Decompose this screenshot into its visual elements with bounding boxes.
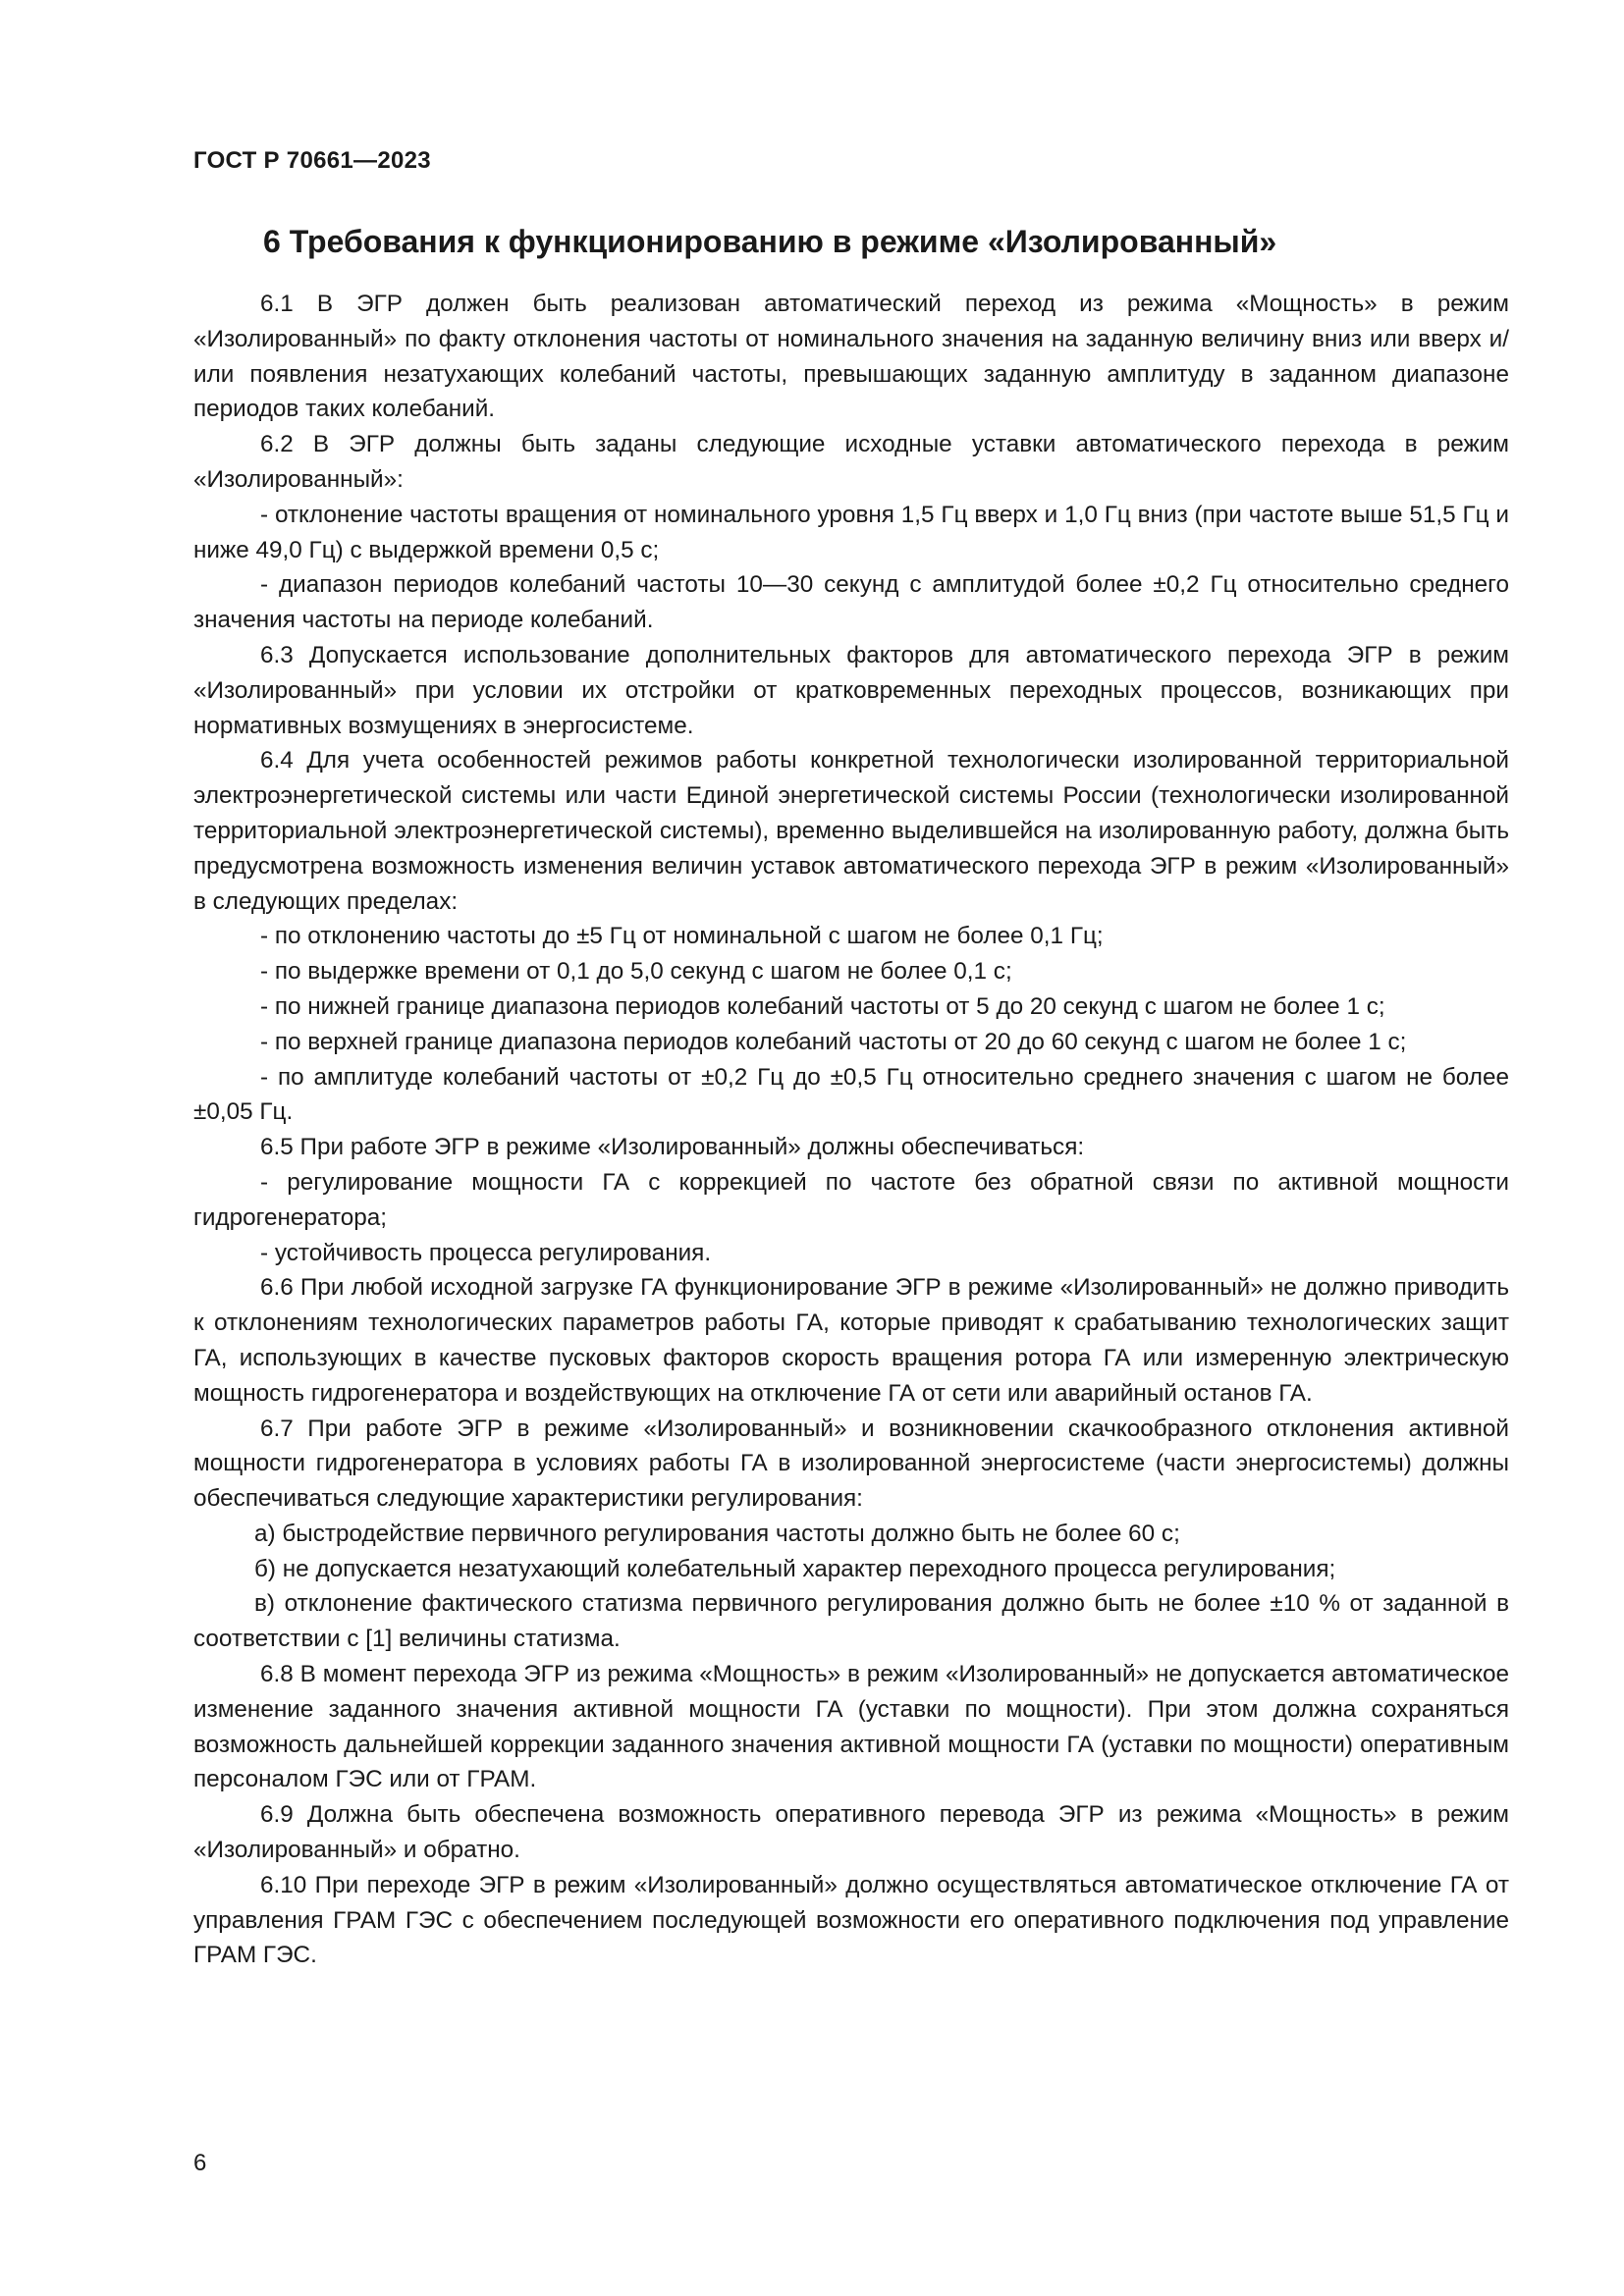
paragraph-6-9: 6.9 Должна быть обеспечена возможность оперативного перевода ЭГР из режима «Мощность» в режим «Изолированный» и обратно. — [193, 1801, 1509, 1864]
page-number: 6 — [193, 2150, 207, 2176]
paragraph-6-8: 6.8 В момент перехода ЭГР из режима «Мощность» в режим «Изолированный» не допускается автоматическое изменение заданного значения активной мощности ГА (уставки по мощности). При этом должна сохраняться возможность дальнейшей коррекции заданного значения активной мощности ГА (уставки по мощности) оперативным персоналом ГЭС или от ГРАМ. — [193, 1661, 1509, 1793]
list-item: б) не допускается незатухающий колебательный характер переходного процесса регулирования; — [254, 1555, 1336, 1582]
paragraph-6-1: 6.1 В ЭГР должен быть реализован автоматический переход из режима «Мощность» в режим «Изолированный» по факту отклонения частоты от номинального значения на заданную величину вниз или вверх и/или появления незатухающих колебаний частоты, превышающих заданную амплитуду в заданном диапазоне периодов таких колебаний. — [193, 291, 1509, 423]
section-heading: 6 Требования к функционированию в режиме «Изолированный» — [263, 224, 1277, 259]
paragraph-6-3: 6.3 Допускается использование дополнительных факторов для автоматического перехода ЭГР в режим «Изолированный» при условии их отстройки от кратковременных переходных процессов, возникающих при нормативных возмущениях в энергосистеме. — [193, 641, 1509, 739]
section-body — [193, 287, 1509, 1973]
paragraph-6-2: 6.2 В ЭГР должны быть заданы следующие исходные уставки автоматического перехода в режим «Изолированный»: — [193, 431, 1509, 493]
document-code: ГОСТ Р 70661—2023 — [193, 147, 431, 174]
list-item: в) отклонение фактического статизма первичного регулирования должно быть не более ±10 % от заданной в соответствии с [1] величины статизма. — [193, 1590, 1509, 1653]
paragraph-6-7: 6.7 При работе ЭГР в режиме «Изолированный» и возникновении скачкообразного отклонения активной мощности гидрогенератора в условиях работы ГА в изолированной энергосистеме (части энергосистемы) должны обеспечиваться следующие характеристики регулирования: — [193, 1415, 1509, 1513]
paragraph-6-4: 6.4 Для учета особенностей режимов работы конкретной технологически изолированной территориальной электроэнергетической системы или части Единой энергетической системы России (технологически изолированной территориальной электроэнергетической системы), временно выделившейся на изолированную работу, должна быть предусмотрена возможность изменения величин уставок автоматического перехода ЭГР в режим «Изолированный» в следующих пределах: — [193, 747, 1509, 915]
list-item: - диапазон периодов колебаний частоты 10—30 секунд с амплитудой более ±0,2 Гц относительно среднего значения частоты на периоде колебаний. — [193, 571, 1509, 634]
list-item: а) быстродействие первичного регулирования частоты должно быть не более 60 с; — [254, 1520, 1180, 1547]
paragraph-6-5: 6.5 При работе ЭГР в режиме «Изолированный» должны обеспечиваться: — [260, 1134, 1085, 1161]
paragraph-6-10: 6.10 При переходе ЭГР в режим «Изолированный» должно осуществляться автоматическое отключение ГА от управления ГРАМ ГЭС с обеспечением последующей возможности его оперативного подключения под управление ГРАМ ГЭС. — [193, 1871, 1509, 1969]
list-item: - по амплитуде колебаний частоты от ±0,2 Гц до ±0,5 Гц относительно среднего значения с шагом не более ±0,05 Гц. — [193, 1063, 1509, 1126]
list-item: - регулирование мощности ГА с коррекцией по частоте без обратной связи по активной мощности гидрогенератора; — [193, 1168, 1509, 1231]
list-item: - по нижней границе диапазона периодов колебаний частоты от 5 до 20 секунд с шагом не более 1 с; — [260, 992, 1385, 1020]
list-item: - по верхней границе диапазона периодов колебаний частоты от 20 до 60 секунд с шагом не более 1 с; — [260, 1028, 1407, 1055]
list-item: - устойчивость процесса регулирования. — [260, 1239, 712, 1266]
paragraph-6-6: 6.6 При любой исходной загрузке ГА функционирование ЭГР в режиме «Изолированный» не должно приводить к отклонениям технологических параметров работы ГА, которые приводят к срабатыванию технологических защит ГА, использующих в качестве пусковых факторов скорость вращения ротора ГА или измеренную электрическую мощность гидрогенератора и воздействующих на отключение ГА от сети или аварийный останов ГА. — [193, 1274, 1509, 1407]
list-item: - отклонение частоты вращения от номинального уровня 1,5 Гц вверх и 1,0 Гц вниз (при частоте выше 51,5 Гц и ниже 49,0 Гц) с выдержкой времени 0,5 с; — [193, 501, 1509, 563]
list-item: - по выдержке времени от 0,1 до 5,0 секунд с шагом не более 0,1 с; — [260, 958, 1012, 986]
list-item: - по отклонению частоты до ±5 Гц от номинальной с шагом не более 0,1 Гц; — [260, 923, 1104, 950]
